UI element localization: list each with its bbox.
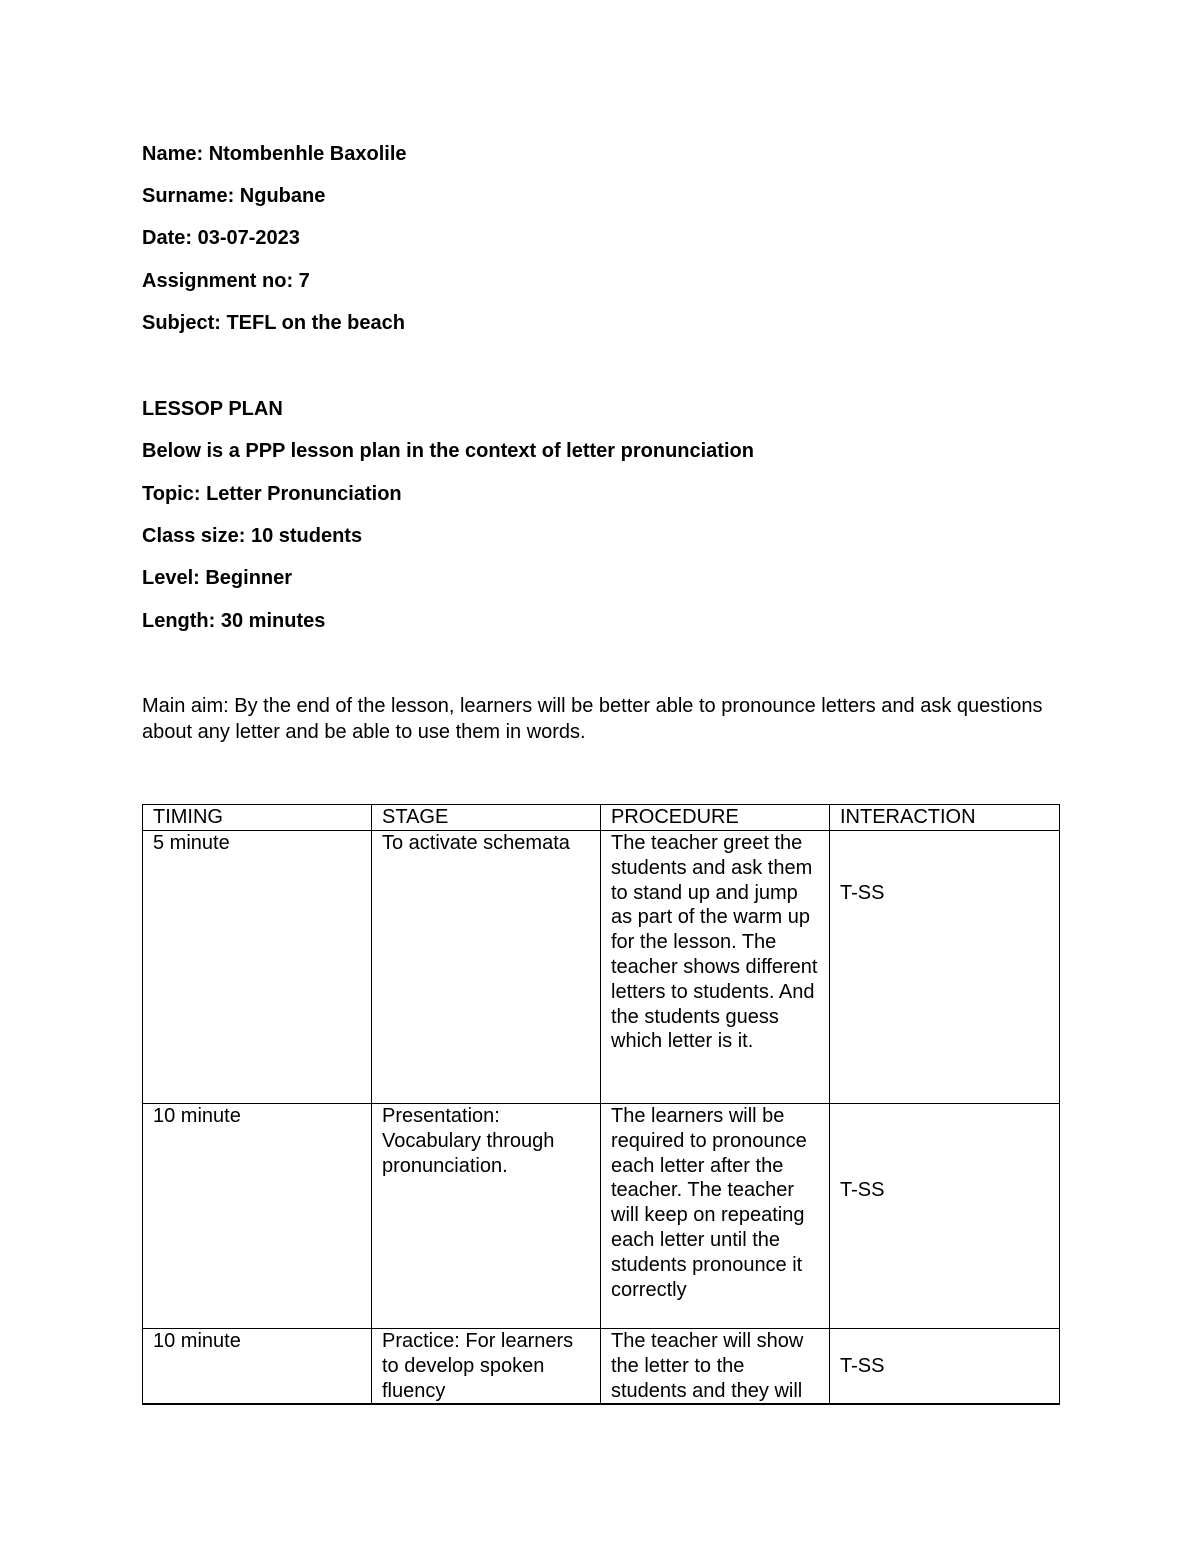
plan-class-size: Class size: 10 students [142,525,363,547]
plan-length: Length: 30 minutes [142,610,326,632]
cell-timing: 5 minute [143,831,372,1104]
header-interaction: INTERACTION [830,805,1060,831]
cell-interaction [830,831,1060,1104]
interaction-value: T-SS [840,1179,885,1201]
plan-intro: Below is a PPP lesson plan in the context of letter pronunciation [142,440,754,462]
assignment-date: Date: 03-07-2023 [142,227,300,249]
subject: Subject: TEFL on the beach [142,312,405,334]
header-timing: TIMING [143,805,372,831]
interaction-value: T-SS [840,882,885,904]
table-row [143,1104,1060,1329]
cell-interaction [830,1104,1060,1329]
interaction-value: T-SS [840,1355,885,1377]
student-name: Name: Ntombenhle Baxolile [142,143,407,165]
cell-stage: Practice: For learners to develop spoken fluency [372,1329,601,1405]
plan-topic: Topic: Letter Pronunciation [142,483,402,505]
header-procedure: PROCEDURE [601,805,830,831]
cell-stage: To activate schemata [372,831,601,1104]
plan-title: LESSOP PLAN [142,398,283,420]
student-surname: Surname: Ngubane [142,185,326,207]
table-row [143,1329,1060,1405]
lesson-plan-table [142,804,1060,1405]
cell-procedure: The teacher will show the letter to the students and they will [601,1329,830,1405]
assignment-number: Assignment no: 7 [142,270,310,292]
main-aim: Main aim: By the end of the lesson, learners will be better able to pronounce letters and ask questions about any letter and be able to use them in words. [142,695,1043,743]
table-header-row [143,805,1060,831]
plan-level: Level: Beginner [142,567,293,589]
cell-timing: 10 minute [143,1329,372,1405]
header-stage: STAGE [372,805,601,831]
table-row [143,831,1060,1104]
cell-procedure: The teacher greet the students and ask them to stand up and jump as part of the warm up for the lesson. The teacher shows different letters to students. And the students guess which letter is it. [601,831,830,1104]
cell-timing: 10 minute [143,1104,372,1329]
cell-procedure: The learners will be required to pronounce each letter after the teacher. The teacher will keep on repeating each letter until the students pronounce it correctly [601,1104,830,1329]
cell-interaction [830,1329,1060,1405]
cell-stage: Presentation: Vocabulary through pronunciation. [372,1104,601,1329]
